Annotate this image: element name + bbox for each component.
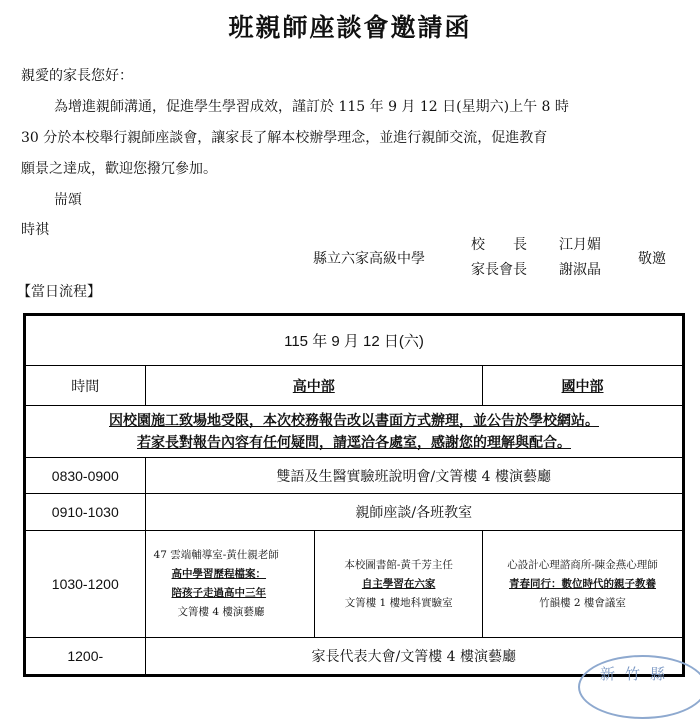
- speaker: 心設計心理諮商所-陳金燕心理師: [507, 558, 658, 571]
- body-line-2: 30 分於本校舉行親師座談會，讓家長了解本校辦學理念，並進行親師交流，促進教育: [21, 130, 548, 146]
- place: 文箐樓 4 樓演藝廳: [177, 606, 265, 618]
- closing-2: 時祺: [21, 222, 49, 238]
- header-senior: 高中部: [145, 366, 483, 406]
- notice-cell: [25, 406, 684, 458]
- body-line-3: 願景之達成，歡迎您撥冗參加。: [21, 161, 217, 177]
- notice-line-2: 若家長對報告內容有任何疑問，請逕洽各處室，感謝您的理解與配合。: [137, 434, 571, 451]
- row-content: 親師座談/各班教室: [145, 494, 683, 531]
- session-junior: [483, 531, 684, 638]
- body-line-1: 為增進親師溝通，促進學生學習成效，謹訂於 115 年 9 月 12 日(星期六)上午 8 時: [54, 99, 569, 115]
- schedule-date: 115 年 9 月 12 日(六): [25, 315, 684, 366]
- place: 竹韻樓 2 樓會議室: [539, 596, 626, 609]
- seal-text: 新竹縣: [600, 665, 676, 683]
- row-time: 1200-: [25, 638, 146, 676]
- row-content: 家長代表大會/文箐樓 4 樓演藝廳: [145, 638, 683, 676]
- closing-1: 耑頌: [54, 192, 82, 208]
- row-time: 0910-1030: [25, 494, 146, 531]
- place: 文箐樓 1 樓地科實驗室: [344, 596, 453, 609]
- row-time: 0830-0900: [25, 458, 146, 494]
- table-row: [25, 638, 684, 676]
- page-title: 班親師座談會邀請函: [228, 13, 472, 42]
- section-label: 【當日流程】: [17, 284, 101, 300]
- session-senior-a: [145, 531, 315, 638]
- speaker: 47 雲端輔導室-黃仕親老師: [153, 549, 279, 561]
- row-content: 雙語及生醫實驗班說明會/文箐樓 4 樓演藝廳: [145, 458, 683, 494]
- topic: 青春同行：數位時代的親子教養: [509, 577, 657, 590]
- table-row: [25, 531, 684, 638]
- respect-closing: 敬邀: [638, 251, 666, 267]
- session-time: 1030-1200: [25, 531, 146, 638]
- table-row: [25, 494, 684, 531]
- schedule-table-wrapper: [18, 309, 688, 687]
- notice-line-1: 因校園施工致場地受限，本次校務報告改以書面方式辦理，並公告於學校網站。: [109, 412, 599, 429]
- topic: 自主學習在六家: [361, 577, 436, 590]
- topic: 高中學習歷程檔案：: [171, 568, 267, 580]
- greeting: 親愛的家長您好：: [21, 68, 133, 84]
- pta-role: 家長會長: [471, 262, 527, 278]
- header-junior: 國中部: [483, 366, 684, 406]
- official-seal: [578, 655, 700, 719]
- table-row: [25, 458, 684, 494]
- principal-name: 江月媚: [559, 237, 601, 253]
- speaker: 本校圖書館-黃千芳主任: [344, 558, 453, 571]
- school-name: 縣立六家高級中學: [313, 251, 425, 267]
- schedule-table: [23, 313, 685, 677]
- principal-role: 校 長: [471, 237, 527, 253]
- topic: 陪孩子走過高中三年: [171, 587, 267, 599]
- session-senior-b: [315, 531, 483, 638]
- pta-name: 謝淑晶: [559, 262, 601, 278]
- header-time: 時間: [25, 366, 146, 406]
